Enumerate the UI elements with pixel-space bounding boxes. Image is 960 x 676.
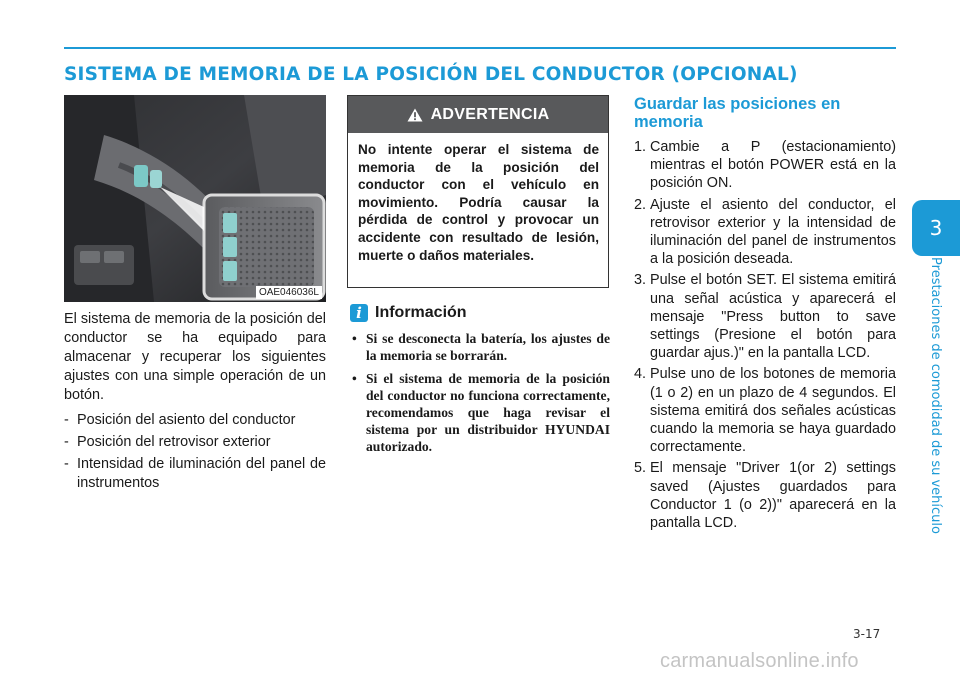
- step-item: 5. El mensaje "Driver 1(or 2) settings saved (Ajustes guardados para Conductor 1 (o 2))" aparecerá en la pantalla LCD.: [634, 460, 896, 532]
- step-item: 4. Pulse uno de los botones de memoria (1 o 2) en un plazo de 4 segundos. El sistema emitirá dos señales acústicas cuando la memoria se haya guardado correctamente.: [634, 366, 896, 456]
- warning-header: [348, 96, 608, 133]
- save-steps-list: [634, 138, 896, 535]
- step-item: 2. Ajuste el asiento del conductor, el retrovisor exterior y la intensidad de iluminación del panel de instrumentos a la posición deseada.: [634, 196, 896, 268]
- intro-paragraph: El sistema de memoria de la posición del conductor se ha equipado para almacenar y recuperar los siguientes ajustes con una simple operación de un botón.: [64, 311, 326, 403]
- figure-code: OAE046036L: [256, 286, 322, 299]
- list-item: - Posición del asiento del conductor: [64, 411, 326, 430]
- warning-triangle-icon: [407, 108, 423, 122]
- warning-title: ADVERTENCIA: [430, 105, 550, 123]
- chapter-tab: [912, 200, 960, 256]
- list-item: • Si el sistema de memoria de la posición del conductor no funciona correctamente, recomendamos que haga revisar el sistema por un distribuidor HYUNDAI autorizado.: [352, 370, 610, 455]
- watermark[interactable]: carmanualsonline.info: [660, 650, 859, 672]
- step-item: 3. Pulse el botón SET. El sistema emitirá una señal acústica y aparecerá el mensaje "Press button to save settings (Presione el botón para guardar ajus.)" en la pantalla LCD.: [634, 272, 896, 362]
- save-positions-title: Guardar las posiciones en memoria: [634, 95, 841, 131]
- chapter-side-label: [920, 250, 950, 540]
- warning-text: No intente operar el sistema de memoria de la posición del conductor con el vehículo en movimiento. Podría causar la pérdida de control y provocar un accidente con resultado de lesión, muerte o daños materiales.: [358, 142, 599, 263]
- chapter-name: Prestaciones de comodidad de su vehículo: [927, 256, 943, 534]
- information-heading: [350, 304, 467, 322]
- warning-box: [347, 95, 609, 288]
- info-icon: i: [350, 304, 368, 322]
- door-memory-buttons-photo: [64, 95, 326, 302]
- top-rule: [64, 47, 896, 49]
- list-item: - Intensidad de iluminación del panel de instrumentos: [64, 455, 326, 493]
- memory-settings-list: [64, 411, 326, 493]
- list-item: • Si se desconecta la batería, los ajustes de la memoria se borrarán.: [352, 330, 610, 364]
- intro-section: [64, 310, 326, 496]
- section-title: SISTEMA DE MEMORIA DE LA POSICIÓN DEL CONDUCTOR (OPCIONAL): [64, 64, 798, 85]
- page-number: 3-17: [853, 627, 881, 641]
- chapter-number: 3: [929, 216, 943, 240]
- door-panel-illustration: [64, 95, 326, 302]
- step-item: 1. Cambie a P (estacionamiento) mientras el botón POWER está en la posición ON.: [634, 139, 896, 192]
- information-title: Información: [375, 304, 467, 321]
- information-list: [352, 330, 610, 461]
- list-item: - Posición del retrovisor exterior: [64, 433, 326, 452]
